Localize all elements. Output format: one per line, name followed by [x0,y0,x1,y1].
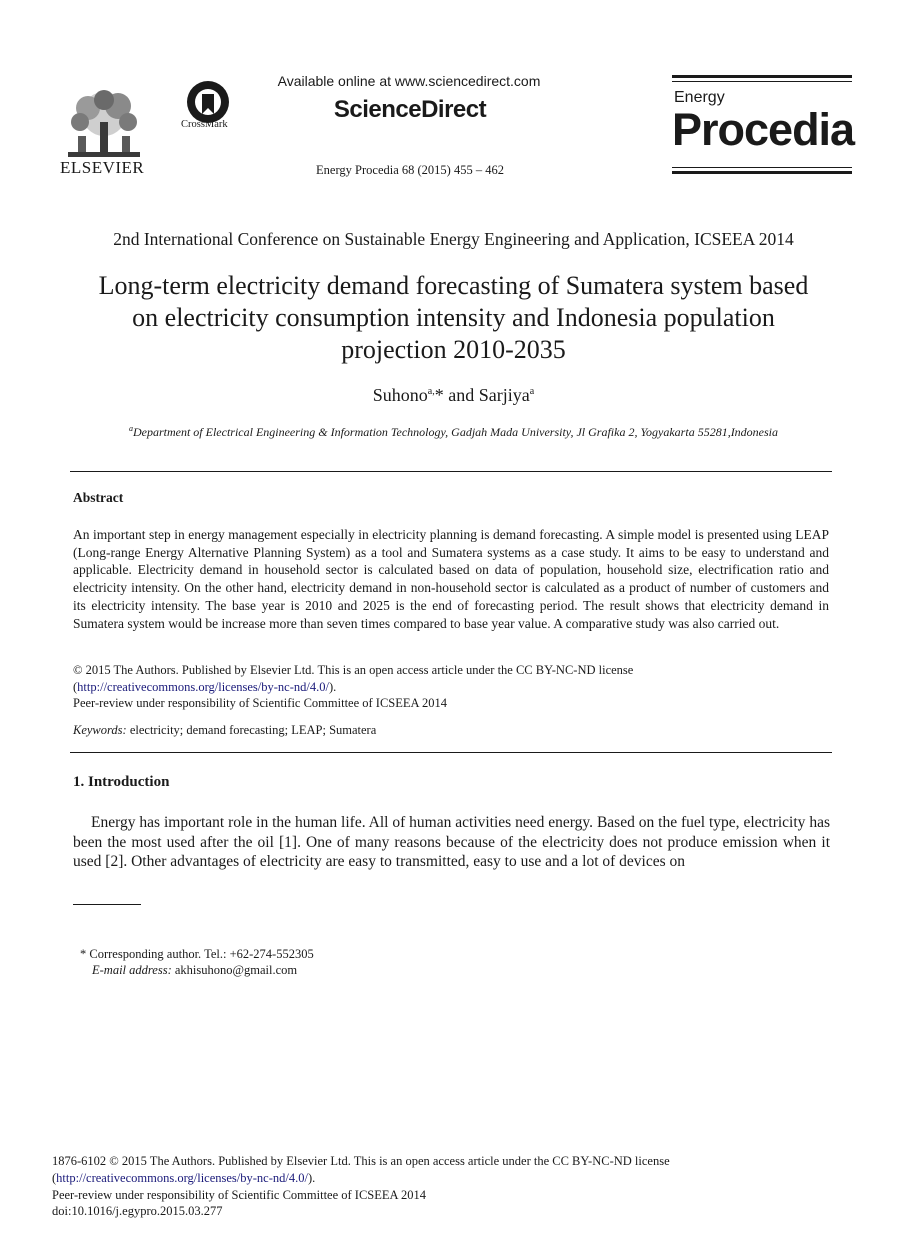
corresponding-author: * Corresponding author. Tel.: +62-274-552305 [80,947,314,961]
footer-link-line [52,1170,315,1187]
affiliation [40,424,867,440]
affiliation-mark: a [128,424,133,433]
paper-title [40,270,867,366]
masthead-rule-bottom-thin [672,167,852,168]
keywords-text: electricity; demand forecasting; LEAP; Sumatera [126,723,377,737]
author-conjunction: and [443,385,479,405]
publisher-name: ELSEVIER [60,158,145,177]
affiliation-text: Department of Electrical Engineering & Information Technology, Gadjah Mada University, Jl Grafika 2, Yogyakarta 55281,Indonesia [132,425,779,439]
sciencedirect-wordmark: ScienceDirect [333,96,487,123]
masthead-rule-top [672,75,852,78]
author-list [40,385,867,406]
title-line: projection 2010-2035 [341,335,566,364]
email-label: E-mail address: [92,963,172,977]
email-address: akhisuhono@gmail.com [171,963,298,977]
license-link[interactable]: http://creativecommons.org/licenses/by-nc-nd/4.0/ [77,679,329,694]
doi[interactable]: doi:10.1016/j.egypro.2015.03.277 [52,1204,223,1218]
footer-peer-review: Peer-review under responsibility of Scientific Committee of ICSEEA 2014 [52,1188,426,1202]
crossmark-label: CrossMark [181,119,228,130]
journal-name-small: Energy [674,89,725,106]
journal-citation: Energy Procedia 68 (2015) 455 – 462 [316,163,504,177]
author-affiliation-mark: a, [427,386,435,397]
license-block [73,662,833,712]
email-line [92,962,297,978]
footer-license-link[interactable]: http://creativecommons.org/licenses/by-nc-nd/4.0/ [56,1171,308,1185]
keywords [73,722,833,739]
peer-review-text: Peer-review under responsibility of Scientific Committee of ICSEEA 2014 [73,696,447,710]
paren-close: ). [307,1171,316,1185]
paren-open: ( [73,679,78,694]
footnote-rule [73,904,141,905]
abstract-heading: Abstract [73,490,124,505]
paren-close: ). [328,679,337,694]
available-online-text: Available online at www.sciencedirect.com [277,73,541,89]
author-name: Suhono [372,385,428,405]
paren-open: ( [52,1171,57,1185]
journal-name-large: Procedia [672,104,855,155]
author-name: Sarjiya [478,385,530,405]
title-line: Long-term electricity demand forecasting of Sumatera system based [98,271,809,300]
corresponding-mark: * [434,385,444,405]
introduction-text [73,813,830,872]
author-affiliation-mark: a [529,386,535,397]
abstract-text: An important step in energy management especially in electricity planning is demand forecasting. A simple model is presented using LEAP (Long-range Energy Alternative Planning System) as a tool and Sumatera systems as a case study. It aims to be easy to understand and applicable. Electricity demand in household sector is calculated based on data of population, household size, electrification ratio and electricity intensity. On the other hand, electricity demand in non-household sector is calculated as a product of number of customers and its electricity intensity. The base year is 2010 and 2025 is the end of forecasting period. The result shows that electricity demand in Sumatera system would be increase more than seven times compared to base year value. A comparative study was also carried out. [73,527,829,631]
masthead-rule-bottom [672,171,852,174]
section-heading: 1. Introduction [73,774,170,790]
keywords-label: Keywords: [73,723,127,737]
divider-bottom [70,752,832,753]
introduction-paragraph: Energy has important role in the human life. All of human activities need energy. Based on the fuel type, electricity has been the most used after the oil [1]. One of many reasons because of the electricity does not produce emission when it used [2]. Other advantages of electricity are easy to transmitted, easy to use and a lot of devices on [73,814,830,870]
title-line: on electricity consumption intensity and Indonesia population [132,303,775,332]
license-link-line [73,679,833,696]
conference-name: 2nd International Conference on Sustainable Energy Engineering and Application, ICSEEA 2014 [113,229,794,249]
masthead-rule-top-thin [672,81,852,82]
divider-top [70,471,832,472]
issn-line: 1876-6102 © 2015 The Authors. Published by Elsevier Ltd. This is an open access article under the CC BY-NC-ND license [52,1154,670,1168]
license-text: © 2015 The Authors. Published by Elsevier Ltd. This is an open access article under the CC BY-NC-ND license [73,663,634,677]
